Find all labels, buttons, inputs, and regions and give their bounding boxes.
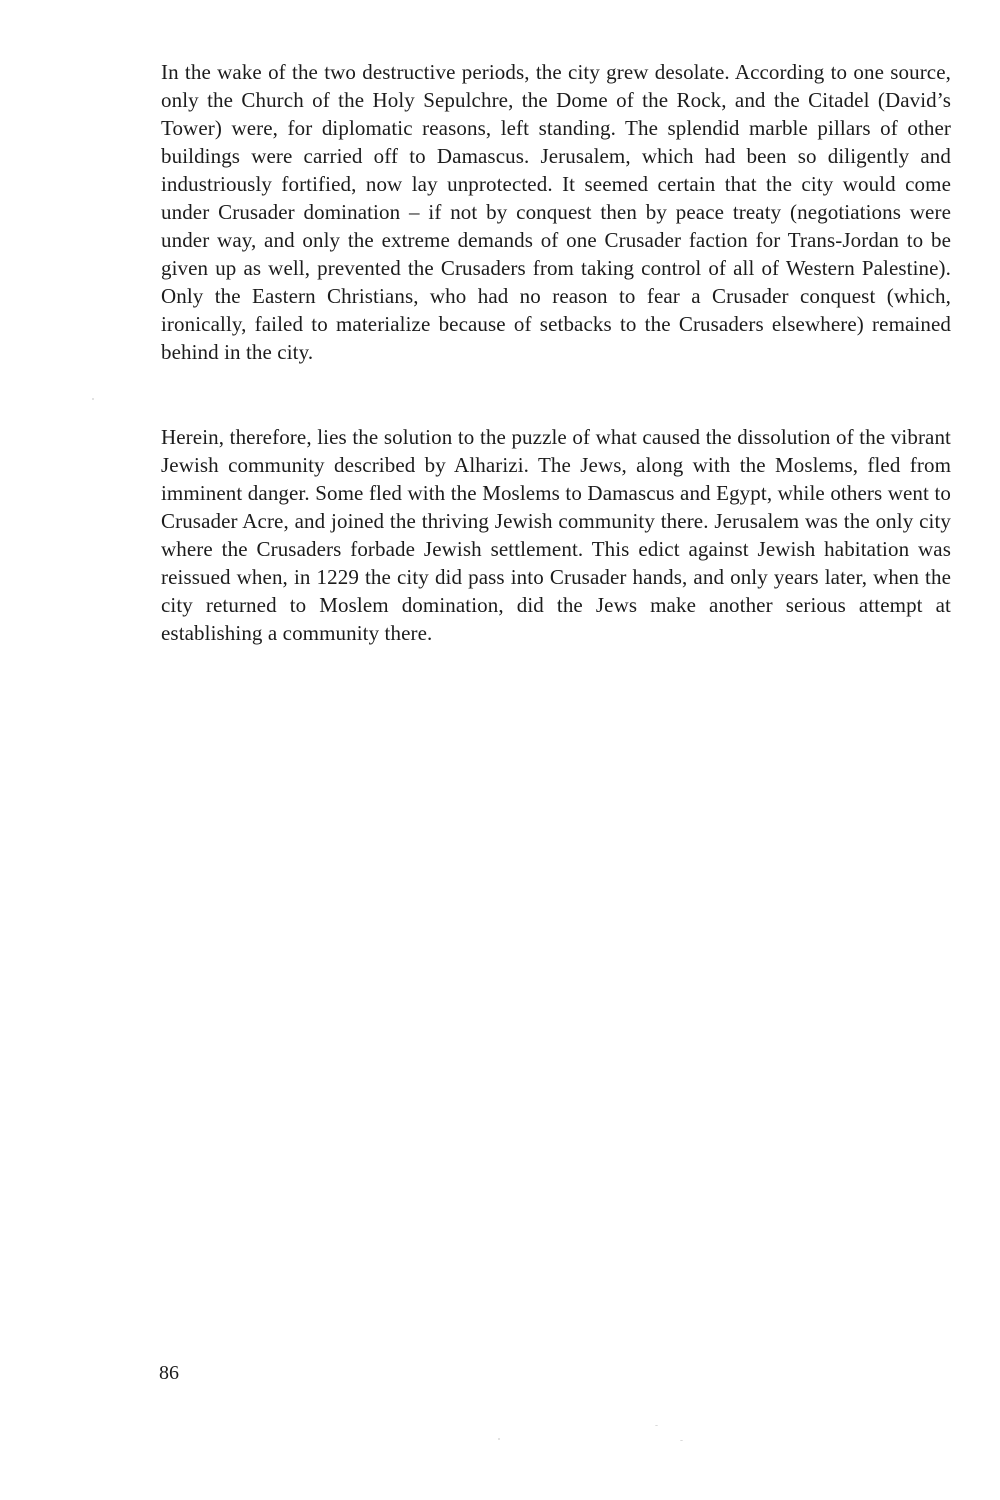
paragraph-text: Herein, therefore, lies the solution to the puzzle of what caused the dissolution of the vibrant Jewish community described by Alharizi. The Jews, along with the Moslems, fled from imminent danger. Some fled with the Moslems to Damascus and Egypt, while others went to Crusader Acre, and joined the thriving Jewish community there. Jerusalem was the only city where the Crusaders forbade Jewish settlement. This edict against Jewish habitation was reissued when, in 1229 the city did pass into Crusader hands, and only years later, when the city returned to Moslem domination, did the Jews make another serious attempt at establishing a community there. [161, 425, 951, 645]
body-paragraph-2 [161, 423, 951, 647]
scan-speck [498, 1438, 500, 1440]
scan-speck [680, 1440, 683, 1441]
paragraph-text: In the wake of the two destructive periods, the city grew desolate. According to one source, only the Church of the Holy Sepulchre, the Dome of the Rock, and the Citadel (David’s Tower) were, for diplomatic reasons, left standing. The splendid marble pillars of other buildings were carried off to Damascus. Jerusalem, which had been so diligently and industriously fortified, now lay unprotected. It seemed certain that the city would come under Crusader domination – if not by conquest then by peace treaty (negotiations were under way, and only the extreme demands of one Crusader faction for Trans-Jordan to be given up as well, prevented the Crusaders from taking control of all of Western Palestine). Only the Eastern Christians, who had no reason to fear a Crusader conquest (which, ironically, failed to materialize because of setbacks to the Crusaders elsewhere) remained behind in the city. [161, 60, 951, 364]
scan-speck [655, 1425, 658, 1426]
page-number: 86 [159, 1362, 179, 1384]
scan-speck [92, 398, 94, 400]
body-paragraph-1 [161, 58, 951, 366]
